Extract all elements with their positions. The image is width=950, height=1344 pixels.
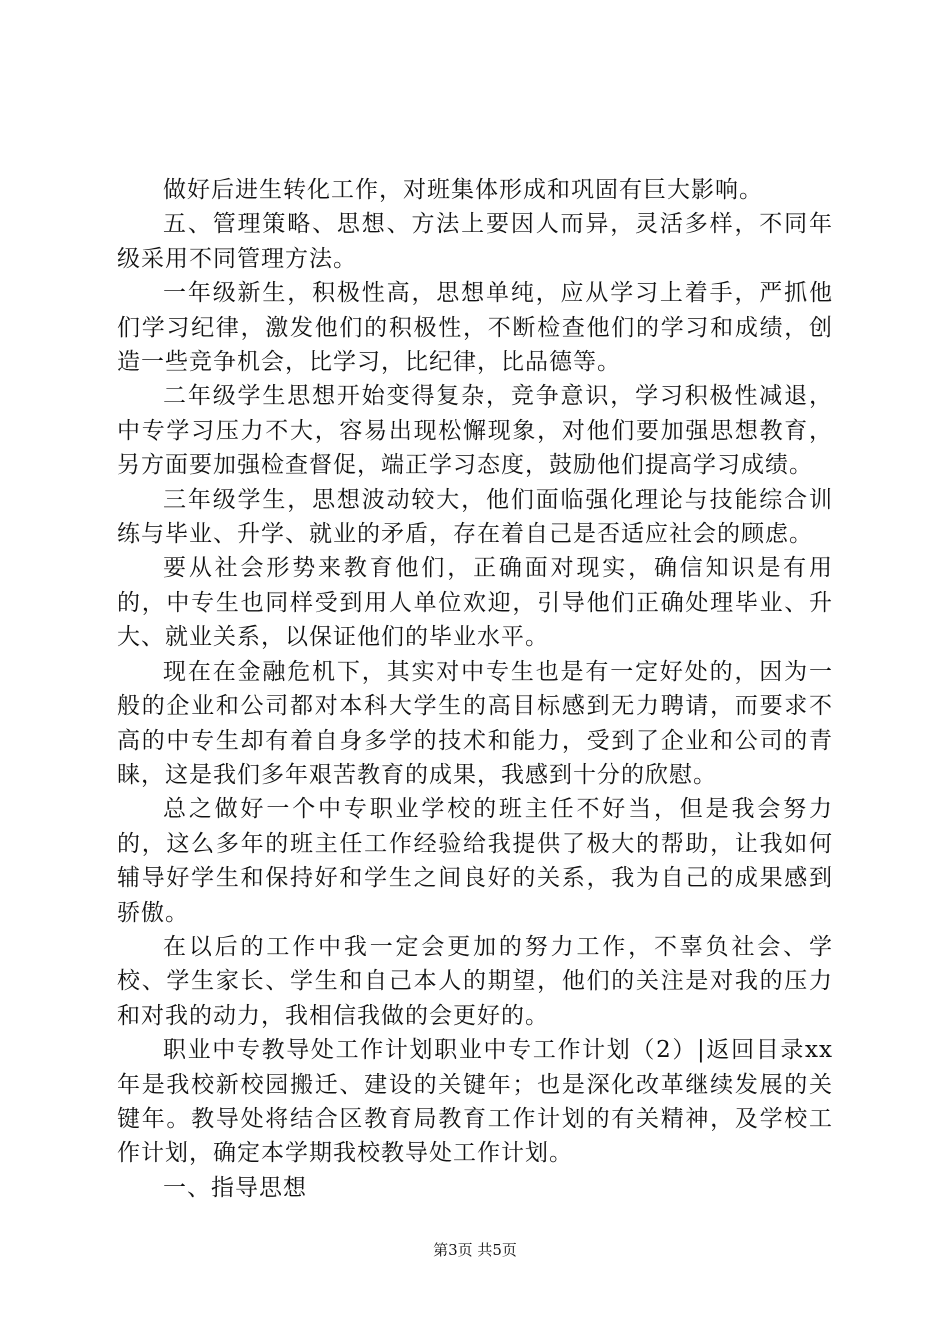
page-number-label: 第3页 共5页 — [433, 1241, 517, 1259]
paragraph-7: 现在在金融危机下，其实对中专生也是有一定好处的，因为一般的企业和公司都对本科大学生的高目标感到无力聘请，而要求不高的中专生却有着自身多学的技术和能力，受到了企业和公司的青睐，这是我们多年艰苦教育的成果，我感到十分的欣慰。 — [117, 658, 833, 788]
paragraph-1: 做好后进生转化工作，对班集体形成和巩固有巨大影响。 — [163, 177, 763, 203]
page-footer — [0, 1240, 950, 1260]
paragraph-3: 一年级新生，积极性高，思想单纯，应从学习上着手，严抓他们学习纪律，激发他们的积极性，不断检查他们的学习和成绩，创造一些竞争机会，比学习，比纪律，比品德等。 — [117, 280, 833, 376]
paragraph-9: 在以后的工作中我一定会更加的努力工作，不辜负社会、学校、学生家长、学生和自己本人的期望，他们的关注是对我的压力和对我的动力，我相信我做的会更好的。 — [117, 933, 833, 1029]
paragraph-6: 要从社会形势来教育他们，正确面对现实，确信知识是有用的，中专生也同样受到用人单位欢迎，引导他们正确处理毕业、升大、就业关系，以保证他们的毕业水平。 — [117, 555, 833, 651]
paragraph-2: 五、管理策略、思想、方法上要因人而异，灵活多样，不同年级采用不同管理方法。 — [117, 211, 833, 272]
paragraph-5: 三年级学生，思想波动较大，他们面临强化理论与技能综合训练与毕业、升学、就业的矛盾，存在着自己是否适应社会的顾虑。 — [117, 486, 833, 548]
paragraph-11: 一、指导思想 — [163, 1174, 307, 1201]
paragraph-8: 总之做好一个中专职业学校的班主任不好当，但是我会努力的，这么多年的班主任工作经验给我提供了极大的帮助，让我如何辅导好学生和保持好和学生之间良好的关系，我为自己的成果感到骄傲。 — [117, 796, 833, 926]
paragraph-4: 二年级学生思想开始变得复杂，竞争意识，学习积极性减退，中专学习压力不大，容易出现松懈现象，对他们要加强思想教育，另方面要加强检查督促，端正学习态度，鼓励他们提高学习成绩。 — [117, 383, 833, 479]
paragraph-10: 职业中专教导处工作计划职业中专工作计划（2）|返回目录xx年是我校新校园搬迁、建设的关键年；也是深化改革继续发展的关键年。教导处将结合区教育局教育工作计划的有关精神，及学校工作计划，确定本学期我校教导处工作计划。 — [117, 1037, 833, 1167]
document-body — [117, 173, 833, 1205]
